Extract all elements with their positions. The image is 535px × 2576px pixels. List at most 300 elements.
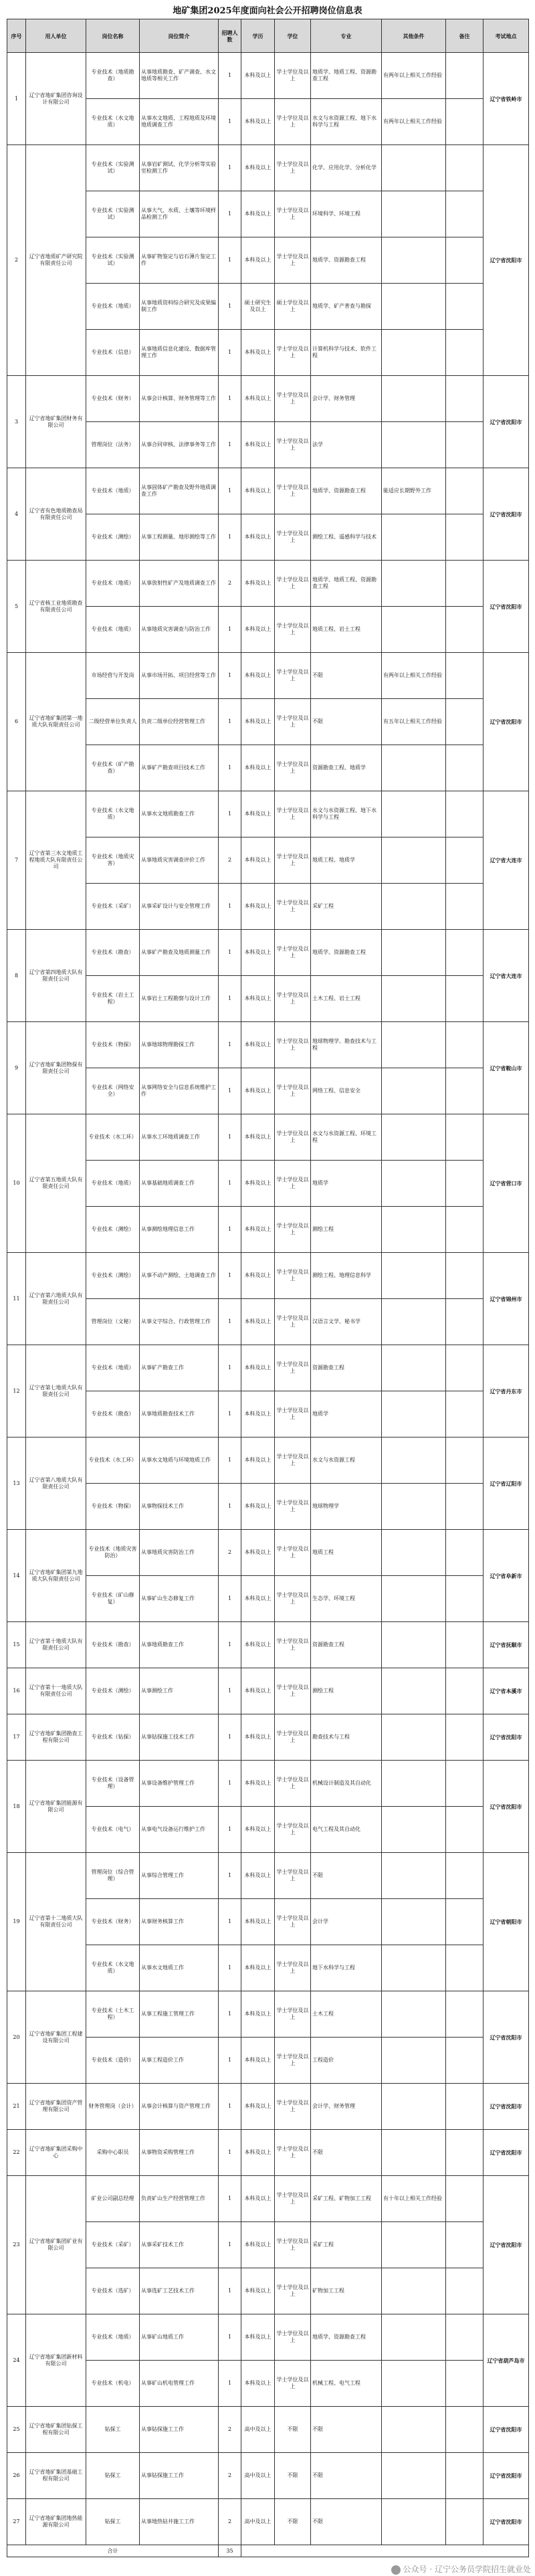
table-cell: 学士学位及以上 [275,1945,311,1991]
table-cell: 学士学位及以上 [275,1391,311,1438]
table-cell [382,1991,446,2038]
unit-cell: 辽宁省第八地质大队有限责任公司 [26,1438,86,1530]
table-cell: 1 [219,1391,241,1438]
table-row [7,2314,529,2361]
table-cell: 专业技术（钻探） [86,1714,140,1761]
table-cell: 从事地质信息化建设、数据库管理工作 [140,330,219,376]
table-row [7,2499,529,2545]
table-cell: 1 [219,2084,241,2130]
table-cell: 1 [219,99,241,145]
unit-cell: 辽宁省第四地质大队有限责任公司 [26,930,86,1022]
table-cell: 专业技术（矿山修复） [86,1576,140,1622]
table-row [7,1991,529,2038]
unit-cell: 辽宁省地矿集团第一地质大队有限责任公司 [26,653,86,791]
unit-cell: 辽宁省地矿集团第九地质大队有限责任公司 [26,1530,86,1622]
table-cell: 专业技术（水工环） [86,1114,140,1161]
table-cell: 从事地质勘查工作 [140,1622,219,1668]
serial-cell: 3 [7,376,26,468]
table-cell: 学士学位及以上 [275,653,311,699]
column-header: 序号 [7,19,26,53]
table-cell: 钻探工 [86,2407,140,2453]
table-cell: 从事矿产勘查及地质测量工作 [140,930,219,976]
table-cell: 1 [219,976,241,1022]
table-cell: 从事钻探施工技术工作 [140,1714,219,1761]
table-cell [382,422,446,468]
table-cell [446,2084,484,2130]
table-cell: 会计学、财务管理 [311,2084,382,2130]
serial-cell: 6 [7,653,26,791]
table-cell: 从事放射性矿产及地质调查工作 [140,561,219,607]
table-row [7,1714,529,1761]
table-row [7,2176,529,2222]
table-cell: 不限 [311,2130,382,2176]
exam-location-cell: 辽宁省沈阳市 [484,653,529,791]
table-cell: 从事网络安全与信息系统维护工作 [140,1068,219,1114]
table-cell: 学士学位及以上 [275,699,311,745]
table-cell: 本科及以上 [241,2130,275,2176]
table-cell [382,1761,446,1807]
unit-cell: 辽宁省地矿集团资产管理有限公司 [26,2084,86,2130]
table-cell [382,2084,446,2130]
table-cell: 水文与水资源工程、地下水科学与工程 [311,791,382,837]
table-cell: 负责二级单位经营管理工作 [140,699,219,745]
table-cell: 专业技术（地质） [86,1345,140,1391]
serial-cell: 13 [7,1438,26,1530]
table-row [7,791,529,837]
table-cell: 专业技术（地质） [86,284,140,330]
table-cell: 2 [219,2453,241,2499]
table-cell: 地球物理学 [311,1484,382,1530]
table-cell: 地球物理学、勘查技术与工程 [311,1022,382,1068]
table-cell: 从事固体矿产勘查及野外地质调查工作 [140,468,219,514]
table-cell [382,1668,446,1714]
table-cell: 从事测绘地理信息工作 [140,1207,219,1253]
table-cell: 地质工程、岩土工程 [311,607,382,653]
table-cell: 学士学位及以上 [275,1207,311,1253]
exam-location-cell: 辽宁省沈阳市 [484,1761,529,1853]
table-cell: 学士学位及以上 [275,1668,311,1714]
table-cell: 从事采矿设计与安全管理工作 [140,884,219,930]
table-cell: 本科及以上 [241,2084,275,2130]
table-cell: 学士学位及以上 [275,1299,311,1345]
table-cell: 学士学位及以上 [275,884,311,930]
table-cell: 本科及以上 [241,1622,275,1668]
table-cell: 从事物探技术工作 [140,1484,219,1530]
table-cell: 1 [219,1253,241,1299]
table-cell: 机械工程、电气工程 [311,2361,382,2407]
table-cell: 从事水文地质、工程地质及环境地质调查工作 [140,99,219,145]
table-cell: 从事财务核算工作 [140,1899,219,1945]
table-cell: 本科及以上 [241,2268,275,2314]
exam-location-cell: 辽宁省抚顺市 [484,1622,529,1668]
table-cell: 专业技术（水文地质） [86,99,140,145]
exam-location-cell: 辽宁省阜新市 [484,1530,529,1622]
table-cell: 2 [219,1530,241,1576]
table-row [7,1438,529,1484]
table-cell [446,2361,484,2407]
table-cell: 本科及以上 [241,1530,275,1576]
column-header: 学历 [241,19,275,53]
table-cell: 从事不动产测绘、土地调查工作 [140,1253,219,1299]
table-cell: 本科及以上 [241,1899,275,1945]
table-cell [382,884,446,930]
unit-cell: 辽宁省地矿集团财务有限公司 [26,376,86,468]
table-cell: 学士学位及以上 [275,2130,311,2176]
table-cell: 土木工程、岩土工程 [311,976,382,1022]
table-cell: 学士学位及以上 [275,376,311,422]
table-row [7,2084,529,2130]
table-cell [382,1530,446,1576]
exam-location-cell: 辽宁省沈阳市 [484,2407,529,2453]
serial-cell: 20 [7,1991,26,2084]
table-cell: 地质学、资源勘查工程 [311,2314,382,2361]
table-cell: 学士学位及以上 [275,2268,311,2314]
table-cell: 1 [219,2268,241,2314]
table-cell: 专业技术（水文地质） [86,1945,140,1991]
serial-cell: 27 [7,2499,26,2545]
column-header: 用人单位 [26,19,86,53]
table-cell: 从事选矿工艺技术工作 [140,2268,219,2314]
table-cell: 专业技术（岩土工程） [86,976,140,1022]
table-cell: 专业技术（机电） [86,2361,140,2407]
exam-location-cell: 辽宁省葫芦岛市 [484,2314,529,2407]
table-cell: 汉语言文学、秘书学 [311,1299,382,1345]
table-cell: 本科及以上 [241,1484,275,1530]
serial-cell: 2 [7,145,26,376]
table-cell [446,837,484,884]
table-cell: 学士学位及以上 [275,1899,311,1945]
table-cell: 管理岗位（综合管理） [86,1853,140,1899]
table-cell: 学士学位及以上 [275,976,311,1022]
table-cell: 1 [219,884,241,930]
table-row [7,2453,529,2499]
table-cell [382,1807,446,1853]
table-cell: 专业技术（实验测试） [86,191,140,237]
table-cell: 1 [219,1761,241,1807]
table-cell: 地质学 [311,1391,382,1438]
table-cell: 本科及以上 [241,237,275,284]
table-cell: 电气工程及其自动化 [311,1807,382,1853]
table-cell: 从事岩土工程勘察与设计工作 [140,976,219,1022]
table-row [7,1022,529,1068]
table-cell: 从事地质灾害调查评价工作 [140,837,219,884]
table-cell [446,1945,484,1991]
table-cell: 本科及以上 [241,1022,275,1068]
table-cell: 从事矿山地质工作 [140,2314,219,2361]
table-cell: 机械设计制造及其自动化 [311,1761,382,1807]
exam-location-cell: 辽宁省本溪市 [484,1668,529,1714]
table-cell: 高中及以上 [241,2407,275,2453]
table-cell: 专业技术（实验测试） [86,237,140,284]
table-cell: 地质学、资源勘查工程 [311,468,382,514]
table-cell: 2 [219,561,241,607]
total-row [7,2545,529,2557]
table-cell: 本科及以上 [241,561,275,607]
table-cell: 1 [219,607,241,653]
table-cell [446,1345,484,1391]
table-cell [382,376,446,422]
table-cell [382,2453,446,2499]
table-header-row [7,19,529,53]
unit-cell: 辽宁省地矿集团咨询设计有限公司 [26,53,86,145]
table-row [7,1253,529,1299]
table-cell [382,837,446,884]
table-cell: 学士学位及以上 [275,1068,311,1114]
table-cell [446,2176,484,2222]
table-cell [446,1622,484,1668]
table-cell: 从事矿产勘查项目技术工作 [140,745,219,791]
table-body [7,53,529,2557]
table-cell: 本科及以上 [241,2176,275,2222]
table-cell: 不限 [275,2407,311,2453]
table-cell: 专业技术（测绘） [86,1253,140,1299]
table-cell: 矿物加工工程 [311,2268,382,2314]
column-header: 备注 [446,19,484,53]
column-header: 其他条件 [382,19,446,53]
table-cell: 1 [219,1899,241,1945]
table-cell: 本科及以上 [241,837,275,884]
table-cell: 财务管理岗（会计） [86,2084,140,2130]
table-cell: 1 [219,1438,241,1484]
table-cell [382,2361,446,2407]
table-cell: 1 [219,1668,241,1714]
table-cell: 专业技术（地质） [86,2314,140,2361]
table-row [7,930,529,976]
table-cell: 本科及以上 [241,468,275,514]
table-cell [382,514,446,561]
table-cell: 从事地热钻井施工工作 [140,2499,219,2545]
table-cell: 高中及以上 [241,2499,275,2545]
table-cell: 法学 [311,422,382,468]
table-cell [446,607,484,653]
serial-cell: 11 [7,1253,26,1345]
table-cell: 1 [219,284,241,330]
table-cell: 钻探工 [86,2453,140,2499]
table-cell: 本科及以上 [241,2038,275,2084]
exam-location-cell: 辽宁省沈阳市 [484,2176,529,2314]
table-cell: 专业技术（水工环） [86,1438,140,1484]
table-cell: 专业技术（地质勘查） [86,53,140,99]
table-cell: 高中及以上 [241,2453,275,2499]
exam-location-cell: 辽宁省沈阳市 [484,2499,529,2545]
table-cell: 不限 [311,2453,382,2499]
table-cell [446,1530,484,1576]
page-title: 地矿集团2025年度面向社会公开招聘岗位信息表 [173,6,362,16]
table-cell: 本科及以上 [241,99,275,145]
table-cell: 专业技术（地质） [86,561,140,607]
table-cell: 硕士研究生及以上 [241,284,275,330]
table-cell: 1 [219,53,241,99]
table-row [7,145,529,191]
table-cell [446,1068,484,1114]
unit-cell: 辽宁省核工业地质勘查有限责任公司 [26,561,86,653]
table-cell: 1 [219,376,241,422]
table-cell: 地质学、地质工程、资源勘查工程 [311,561,382,607]
table-cell [446,1438,484,1484]
table-cell: 学士学位及以上 [275,1022,311,1068]
unit-cell: 辽宁省地矿集团物探有限责任公司 [26,1022,86,1114]
table-cell: 从事大气、水质、土壤等环境样品检测工作 [140,191,219,237]
table-cell [382,1253,446,1299]
column-header: 学位 [275,19,311,53]
table-cell [382,791,446,837]
table-cell: 能适应长期野外工作 [382,468,446,514]
table-cell: 学士学位及以上 [275,1345,311,1391]
serial-cell: 17 [7,1714,26,1761]
table-cell: 本科及以上 [241,1668,275,1714]
table-cell: 本科及以上 [241,2222,275,2268]
table-cell [382,1622,446,1668]
table-cell: 有两年以上相关工作经验 [382,99,446,145]
exam-location-cell: 辽宁省大连市 [484,930,529,1022]
serial-cell: 4 [7,468,26,561]
table-cell: 学士学位及以上 [275,330,311,376]
table-cell: 专业技术（选矿） [86,2268,140,2314]
table-cell [382,745,446,791]
exam-location-cell: 辽宁省营口市 [484,1114,529,1253]
table-cell [446,53,484,99]
unit-cell: 辽宁省第六地质大队有限责任公司 [26,1253,86,1345]
table-cell: 1 [219,1622,241,1668]
table-cell: 学士学位及以上 [275,191,311,237]
table-cell: 采矿工程、矿物加工工程 [311,2176,382,2222]
table-cell: 学士学位及以上 [275,468,311,514]
column-header: 考试地点 [484,19,529,53]
table-cell [382,1207,446,1253]
table-cell: 土木工程 [311,1991,382,2038]
table-cell [446,2407,484,2453]
unit-cell: 辽宁省地矿集团矿业有限公司 [26,2176,86,2314]
table-cell: 本科及以上 [241,1761,275,1807]
table-row [7,2130,529,2176]
unit-cell: 辽宁省地矿集团能源有限公司 [26,1761,86,1853]
table-cell [382,2499,446,2545]
table-cell: 专业技术（测绘） [86,514,140,561]
table-cell [446,468,484,514]
table-cell: 采矿工程 [311,884,382,930]
table-cell: 从事岩矿测试、化学分析等实验室检测工作 [140,145,219,191]
table-cell [446,1761,484,1807]
table-cell: 1 [219,1945,241,1991]
unit-cell: 辽宁省地矿集团勘查工程有限公司 [26,1714,86,1761]
table-cell: 不限 [275,2453,311,2499]
exam-location-cell: 辽宁省朝阳市 [484,1853,529,1991]
table-cell: 网络工程、信息安全 [311,1068,382,1114]
table-cell: 地质工程 [311,1530,382,1576]
table-cell [382,561,446,607]
table-cell [446,284,484,330]
table-cell: 从事合同审核、法律事务等工作 [140,422,219,468]
table-cell [382,1576,446,1622]
table-cell [446,745,484,791]
serial-cell: 12 [7,1345,26,1438]
table-cell: 从事测绘工作 [140,1668,219,1714]
table-cell: 本科及以上 [241,191,275,237]
table-row [7,1345,529,1391]
unit-cell: 辽宁省第七地质大队有限责任公司 [26,1345,86,1438]
table-cell: 专业技术（地质灾害） [86,837,140,884]
table-cell [446,2222,484,2268]
table-cell: 从事电气设备运行维护工作 [140,1807,219,1853]
table-cell: 学士学位及以上 [275,1991,311,2038]
table-cell: 学士学位及以上 [275,1576,311,1622]
table-cell [382,145,446,191]
table-cell [382,1068,446,1114]
table-cell: 从事工程施工管理工作 [140,1991,219,2038]
table-cell: 有两年以上相关工作经验 [382,53,446,99]
serial-cell: 9 [7,1022,26,1114]
table-cell: 本科及以上 [241,653,275,699]
table-cell [382,1345,446,1391]
table-row [7,53,529,99]
table-cell: 专业技术（信息） [86,330,140,376]
serial-cell: 26 [7,2453,26,2499]
table-cell: 不限 [311,2499,382,2545]
table-cell: 专业技术（物探） [86,1022,140,1068]
table-cell [382,2222,446,2268]
table-cell: 1 [219,791,241,837]
table-cell: 从事工程测量、地形测绘等工作 [140,514,219,561]
table-cell: 钻探工 [86,2499,140,2545]
table-cell [382,330,446,376]
table-cell: 专业技术（勘查） [86,1622,140,1668]
table-cell: 专业技术（矿产勘查） [86,745,140,791]
table-cell: 1 [219,1991,241,2038]
table-cell: 本科及以上 [241,1438,275,1484]
table-cell [382,1484,446,1530]
total-count: 35 [219,2545,241,2557]
table-cell: 1 [219,1345,241,1391]
table-cell: 环境科学、环境工程 [311,191,382,237]
table-cell: 资源勘查工程 [311,1622,382,1668]
table-cell: 从事基础地质调查工作 [140,1161,219,1207]
table-cell [446,699,484,745]
unit-cell: 辽宁省地质矿产研究院有限责任公司 [26,145,86,376]
table-cell: 地质学、资源勘查工程 [311,237,382,284]
table-cell: 学士学位及以上 [275,422,311,468]
table-cell: 地质工程、地质学 [311,837,382,884]
table-cell: 专业技术（勘查） [86,930,140,976]
table-cell: 本科及以上 [241,1068,275,1114]
unit-cell: 辽宁省第十二地质大队有限责任公司 [26,1853,86,1991]
serial-cell: 24 [7,2314,26,2407]
table-cell [382,237,446,284]
total-label: 合计 [7,2545,219,2557]
table-cell: 水文与水资源工程、环境工程 [311,1114,382,1161]
table-cell: 硕士学位及以上 [275,284,311,330]
column-header: 专业 [311,19,382,53]
table-cell: 二级经营单位负责人 [86,699,140,745]
table-cell: 从事钻探施工工作 [140,2407,219,2453]
table-cell: 本科及以上 [241,607,275,653]
table-cell: 地质学 [311,1161,382,1207]
table-row [7,1761,529,1807]
table-cell: 专业技术（电气） [86,1807,140,1853]
table-cell: 本科及以上 [241,1253,275,1299]
wechat-icon [391,2565,401,2575]
table-cell [382,1022,446,1068]
table-cell: 1 [219,1299,241,1345]
table-row [7,653,529,699]
table-cell: 地质学、资源勘查工程 [311,930,382,976]
table-cell [446,1114,484,1161]
table-cell: 学士学位及以上 [275,1114,311,1161]
table-cell: 本科及以上 [241,745,275,791]
table-cell [446,2453,484,2499]
job-table [7,19,529,2557]
table-cell: 学士学位及以上 [275,1761,311,1807]
table-cell: 学士学位及以上 [275,837,311,884]
